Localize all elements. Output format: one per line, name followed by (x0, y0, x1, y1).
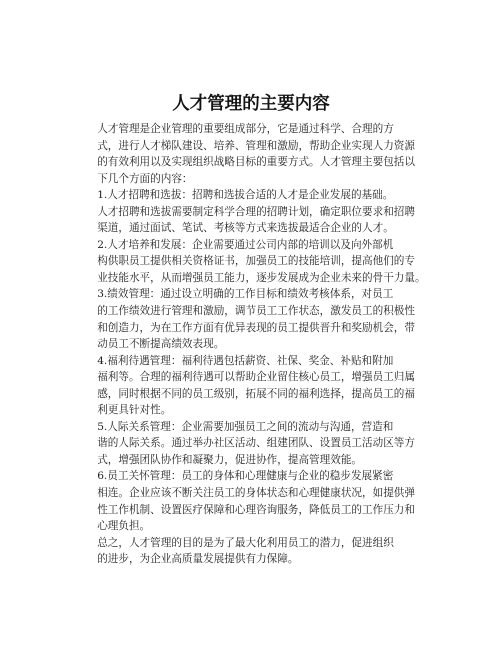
text-line: 相连。企业应该不断关注员工的身体状态和心理健康状况，如提供弹 (97, 487, 415, 500)
paragraph-performance (76, 286, 436, 352)
text-line: 式，进行人才梯队建设、培养、管理和激励，帮助企业实现人力资源 (97, 139, 415, 152)
text-line: 人才招聘和选拔需要制定科学合理的招聘计划，确定职位要求和招聘 (97, 205, 415, 218)
text-line: 4.福利待遇管理：福利待遇包括薪资、社保、奖金、补贴和附加 (97, 354, 394, 367)
text-line: 总之，人才管理的目的是为了最大化利用员工的潜力，促进组织 (97, 536, 394, 549)
text-line: 2.人才培养和发展：企业需要通过公司内部的培训以及向外部机 (97, 238, 394, 251)
text-line: 人才管理是企业管理的重要组成部分，它是通过科学、合理的方 (97, 123, 394, 135)
text-line: 渠道，通过面试、笔试、考核等方式来选拔最适合企业的人才。 (97, 222, 394, 235)
paragraph-recruitment (76, 187, 436, 237)
document-body (76, 121, 436, 568)
text-line: 感，同时根据不同的员工级别，拓展不同的福利选择，提高员工的福 (97, 387, 415, 400)
text-line: 1.人才招聘和选拔：招聘和选拔合适的人才是企业发展的基础。 (97, 189, 394, 202)
paragraph-relations (76, 419, 436, 469)
text-line: 的有效利用以及实现组织战略目标的重要方式。人才管理主要包括以 (97, 156, 415, 169)
text-line: 业技能水平，从而增强员工能力，逐步发展成为企业未来的骨干力量。 (97, 271, 426, 284)
text-line: 和创造力，为在工作方面有优异表现的员工提供晋升和奖励机会，带 (97, 321, 415, 334)
paragraph-benefits (76, 353, 436, 419)
text-line: 构供职员工提供相关资格证书，加强员工的技能培训，提高他们的专 (97, 255, 415, 268)
text-line: 性工作机制、设置医疗保障和心理咨询服务，降低员工的工作压力和 (97, 503, 415, 516)
text-line: 5.人际关系管理：企业需要加强员工之间的流动与沟通，营造和 (97, 420, 394, 433)
text-line: 的进步，为企业高质量发展提供有力保障。 (97, 553, 299, 566)
text-line: 6.员工关怀管理：员工的身体和心理健康与企业的稳步发展紧密 (97, 470, 394, 483)
text-line: 式，增强团队协作和凝聚力，促进协作，提高管理效能。 (97, 453, 363, 466)
text-line: 3.绩效管理：通过设立明确的工作目标和绩效考核体系，对员工 (97, 288, 394, 301)
text-line: 动员工不断提高绩效表现。 (97, 338, 225, 351)
text-line: 心理负担。 (97, 520, 151, 533)
text-line: 利更具针对性。 (97, 404, 172, 417)
text-line: 福利等。合理的福利待遇可以帮助企业留住核心员工，增强员工归属 (97, 371, 415, 384)
paragraph-care (76, 468, 436, 534)
paragraph-training (76, 237, 436, 287)
text-line: 的工作绩效进行管理和激励，调节员工工作状态，激发员工的积极性 (97, 305, 415, 318)
paragraph-conclusion (76, 535, 436, 568)
document-title: 人才管理的主要内容 (172, 93, 330, 114)
text-line: 下几个方面的内容： (97, 172, 193, 185)
paragraph-intro (76, 121, 436, 187)
text-line: 谐的人际关系。通过举办社区活动、组建团队、设置员工活动区等方 (97, 437, 415, 450)
